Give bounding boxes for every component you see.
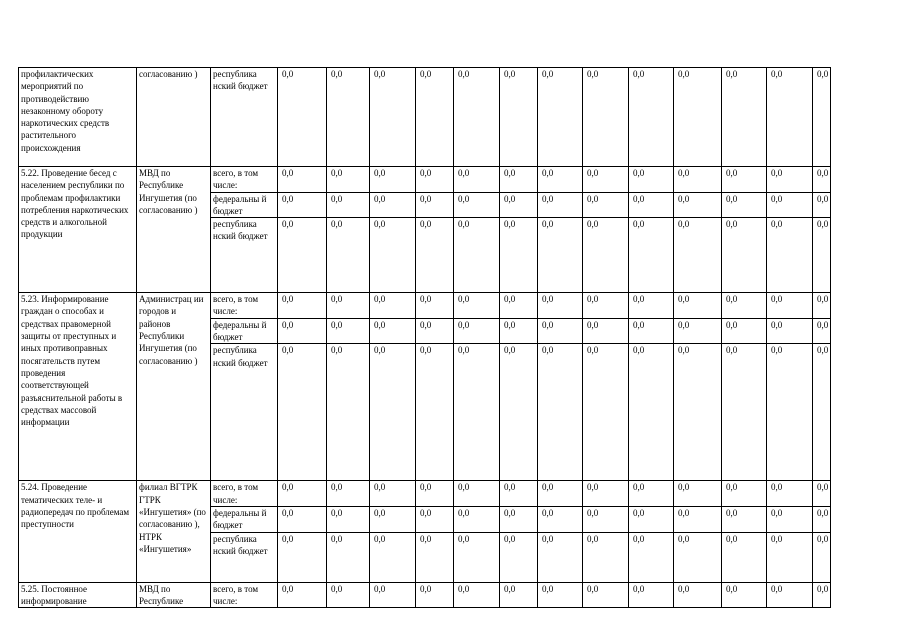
- value-cell: 0,0: [538, 532, 583, 582]
- value-cell: 0,0: [629, 532, 674, 582]
- value-cell: 0,0: [674, 582, 722, 608]
- value-cell: 0,0: [538, 481, 583, 507]
- value-cell: 0,0: [813, 506, 831, 532]
- value-cell: 0,0: [813, 582, 831, 608]
- value-cell: 0,0: [629, 344, 674, 481]
- value-cell: 0,0: [722, 167, 767, 193]
- value-cell: 0,0: [722, 481, 767, 507]
- value-cell: 0,0: [500, 167, 538, 193]
- value-cell: 0,0: [416, 167, 454, 193]
- table-row: [19, 481, 831, 507]
- value-cell: 0,0: [454, 344, 500, 481]
- value-cell: 0,0: [500, 481, 538, 507]
- budget-table: [18, 67, 831, 608]
- value-cell: 0,0: [327, 293, 370, 319]
- activity-cell: 5.24. Проведение тематических теле- и радиопередач по проблемам преступности: [19, 481, 137, 582]
- value-cell: 0,0: [583, 68, 629, 167]
- value-cell: 0,0: [767, 192, 813, 218]
- value-cell: 0,0: [327, 167, 370, 193]
- value-cell: 0,0: [813, 481, 831, 507]
- value-cell: 0,0: [813, 532, 831, 582]
- executor-cell: МВД по Республике Ингушетия (по согласованию ): [137, 167, 211, 293]
- value-cell: 0,0: [327, 344, 370, 481]
- activity-cell: 5.23. Информирование граждан о способах и средствах правомерной защиты от преступных и иных противоправных посягательств путем проведения соответствующей разъяснительной работы в средствах массовой информации: [19, 293, 137, 481]
- value-cell: 0,0: [327, 192, 370, 218]
- funding-source-cell: федеральны й бюджет: [211, 192, 278, 218]
- funding-source-cell: всего, в том числе:: [211, 481, 278, 507]
- value-cell: 0,0: [370, 532, 416, 582]
- value-cell: 0,0: [454, 218, 500, 293]
- value-cell: 0,0: [538, 293, 583, 319]
- value-cell: 0,0: [278, 344, 327, 481]
- value-cell: 0,0: [629, 506, 674, 532]
- funding-source-cell: республика нский бюджет: [211, 532, 278, 582]
- value-cell: 0,0: [538, 192, 583, 218]
- value-cell: 0,0: [327, 318, 370, 344]
- funding-source-cell: республика нский бюджет: [211, 218, 278, 293]
- value-cell: 0,0: [722, 582, 767, 608]
- value-cell: 0,0: [674, 218, 722, 293]
- value-cell: 0,0: [278, 68, 327, 167]
- value-cell: 0,0: [629, 68, 674, 167]
- value-cell: 0,0: [674, 192, 722, 218]
- value-cell: 0,0: [583, 218, 629, 293]
- value-cell: 0,0: [767, 481, 813, 507]
- value-cell: 0,0: [370, 218, 416, 293]
- value-cell: 0,0: [454, 506, 500, 532]
- value-cell: 0,0: [767, 318, 813, 344]
- table-row: [19, 293, 831, 319]
- value-cell: 0,0: [722, 344, 767, 481]
- value-cell: 0,0: [583, 506, 629, 532]
- value-cell: 0,0: [500, 218, 538, 293]
- funding-source-cell: республика нский бюджет: [211, 68, 278, 167]
- value-cell: 0,0: [500, 293, 538, 319]
- value-cell: 0,0: [278, 582, 327, 608]
- value-cell: 0,0: [767, 582, 813, 608]
- value-cell: 0,0: [538, 344, 583, 481]
- value-cell: 0,0: [674, 167, 722, 193]
- value-cell: 0,0: [538, 167, 583, 193]
- value-cell: 0,0: [583, 318, 629, 344]
- value-cell: 0,0: [278, 481, 327, 507]
- activity-cell: 5.25. Постоянное информирование: [19, 582, 137, 608]
- value-cell: 0,0: [416, 68, 454, 167]
- table-row: [19, 582, 831, 608]
- value-cell: 0,0: [370, 68, 416, 167]
- value-cell: 0,0: [674, 68, 722, 167]
- value-cell: 0,0: [327, 532, 370, 582]
- value-cell: 0,0: [538, 318, 583, 344]
- value-cell: 0,0: [767, 293, 813, 319]
- value-cell: 0,0: [538, 506, 583, 532]
- value-cell: 0,0: [454, 68, 500, 167]
- value-cell: 0,0: [583, 192, 629, 218]
- value-cell: 0,0: [500, 318, 538, 344]
- value-cell: 0,0: [416, 344, 454, 481]
- value-cell: 0,0: [500, 532, 538, 582]
- value-cell: 0,0: [674, 344, 722, 481]
- value-cell: 0,0: [722, 218, 767, 293]
- value-cell: 0,0: [278, 218, 327, 293]
- budget-table-body: [19, 68, 831, 608]
- value-cell: 0,0: [767, 68, 813, 167]
- value-cell: 0,0: [416, 293, 454, 319]
- funding-source-cell: всего, в том числе:: [211, 167, 278, 193]
- value-cell: 0,0: [416, 481, 454, 507]
- value-cell: 0,0: [767, 218, 813, 293]
- value-cell: 0,0: [813, 318, 831, 344]
- value-cell: 0,0: [370, 481, 416, 507]
- value-cell: 0,0: [722, 506, 767, 532]
- value-cell: 0,0: [327, 218, 370, 293]
- value-cell: 0,0: [722, 318, 767, 344]
- funding-source-cell: федеральны й бюджет: [211, 318, 278, 344]
- activity-cell: 5.22. Проведение бесед с населением республики по проблемам профилактики потребления наркотических средств и алкогольной продукции: [19, 167, 137, 293]
- value-cell: 0,0: [327, 481, 370, 507]
- value-cell: 0,0: [583, 344, 629, 481]
- value-cell: 0,0: [416, 318, 454, 344]
- value-cell: 0,0: [767, 344, 813, 481]
- value-cell: 0,0: [416, 192, 454, 218]
- value-cell: 0,0: [370, 167, 416, 193]
- value-cell: 0,0: [500, 68, 538, 167]
- executor-cell: филиал ВГТРК ГТРК «Ингушетия» (по согласованию ), НТРК «Ингушетия»: [137, 481, 211, 582]
- value-cell: 0,0: [500, 192, 538, 218]
- value-cell: 0,0: [500, 506, 538, 532]
- value-cell: 0,0: [767, 532, 813, 582]
- value-cell: 0,0: [629, 481, 674, 507]
- value-cell: 0,0: [370, 192, 416, 218]
- value-cell: 0,0: [454, 318, 500, 344]
- value-cell: 0,0: [629, 192, 674, 218]
- value-cell: 0,0: [370, 582, 416, 608]
- funding-source-cell: федеральны й бюджет: [211, 506, 278, 532]
- value-cell: 0,0: [583, 532, 629, 582]
- value-cell: 0,0: [370, 344, 416, 481]
- value-cell: 0,0: [370, 506, 416, 532]
- value-cell: 0,0: [583, 293, 629, 319]
- executor-cell: согласованию ): [137, 68, 211, 167]
- value-cell: 0,0: [629, 293, 674, 319]
- value-cell: 0,0: [583, 582, 629, 608]
- value-cell: 0,0: [722, 68, 767, 167]
- value-cell: 0,0: [454, 167, 500, 193]
- value-cell: 0,0: [813, 218, 831, 293]
- value-cell: 0,0: [813, 192, 831, 218]
- value-cell: 0,0: [454, 582, 500, 608]
- value-cell: 0,0: [583, 481, 629, 507]
- value-cell: 0,0: [500, 582, 538, 608]
- value-cell: 0,0: [629, 218, 674, 293]
- value-cell: 0,0: [278, 532, 327, 582]
- value-cell: 0,0: [370, 318, 416, 344]
- value-cell: 0,0: [722, 192, 767, 218]
- table-row: [19, 68, 831, 167]
- value-cell: 0,0: [500, 344, 538, 481]
- executor-cell: Администрац ии городов и районов Республики Ингушетия (по согласованию ): [137, 293, 211, 481]
- funding-source-cell: всего, в том числе:: [211, 582, 278, 608]
- value-cell: 0,0: [416, 218, 454, 293]
- value-cell: 0,0: [538, 582, 583, 608]
- value-cell: 0,0: [416, 532, 454, 582]
- value-cell: 0,0: [813, 68, 831, 167]
- executor-cell: МВД по Республике: [137, 582, 211, 608]
- value-cell: 0,0: [370, 293, 416, 319]
- funding-source-cell: республика нский бюджет: [211, 344, 278, 481]
- value-cell: 0,0: [674, 481, 722, 507]
- value-cell: 0,0: [629, 582, 674, 608]
- activity-cell: профилактических мероприятий по противодействию незаконному обороту наркотических средств растительного происхождения: [19, 68, 137, 167]
- table-row: [19, 167, 831, 193]
- value-cell: 0,0: [454, 532, 500, 582]
- value-cell: 0,0: [416, 582, 454, 608]
- value-cell: 0,0: [454, 481, 500, 507]
- value-cell: 0,0: [278, 293, 327, 319]
- value-cell: 0,0: [327, 582, 370, 608]
- value-cell: 0,0: [278, 192, 327, 218]
- value-cell: 0,0: [813, 293, 831, 319]
- value-cell: 0,0: [629, 318, 674, 344]
- value-cell: 0,0: [813, 167, 831, 193]
- value-cell: 0,0: [278, 318, 327, 344]
- value-cell: 0,0: [538, 218, 583, 293]
- funding-source-cell: всего, в том числе:: [211, 293, 278, 319]
- value-cell: 0,0: [327, 506, 370, 532]
- value-cell: 0,0: [454, 293, 500, 319]
- value-cell: 0,0: [674, 293, 722, 319]
- value-cell: 0,0: [327, 68, 370, 167]
- value-cell: 0,0: [454, 192, 500, 218]
- value-cell: 0,0: [767, 506, 813, 532]
- value-cell: 0,0: [538, 68, 583, 167]
- value-cell: 0,0: [813, 344, 831, 481]
- value-cell: 0,0: [722, 293, 767, 319]
- value-cell: 0,0: [583, 167, 629, 193]
- value-cell: 0,0: [674, 532, 722, 582]
- value-cell: 0,0: [278, 167, 327, 193]
- value-cell: 0,0: [722, 532, 767, 582]
- value-cell: 0,0: [629, 167, 674, 193]
- value-cell: 0,0: [767, 167, 813, 193]
- value-cell: 0,0: [278, 506, 327, 532]
- value-cell: 0,0: [674, 506, 722, 532]
- value-cell: 0,0: [674, 318, 722, 344]
- value-cell: 0,0: [416, 506, 454, 532]
